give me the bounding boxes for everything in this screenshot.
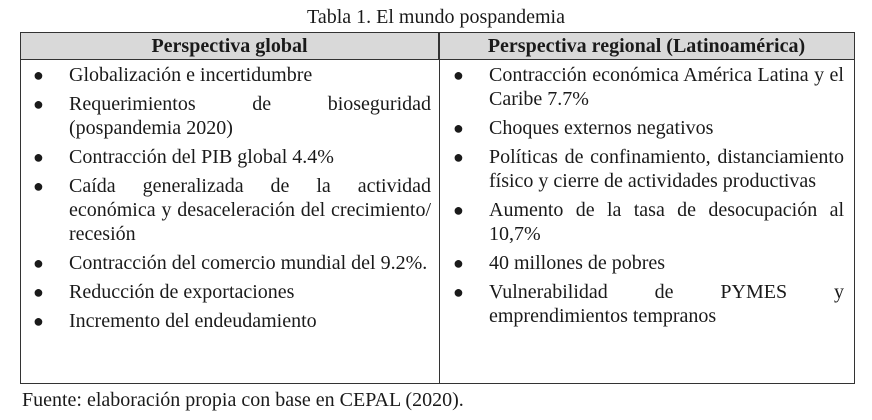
list-item-text: Reducción de exportaciones bbox=[69, 281, 295, 303]
list-item-text: Choques externos negativos bbox=[489, 117, 714, 139]
source-note: Fuente: elaboración propia con base en CEPAL (2020). bbox=[22, 389, 464, 411]
list-item bbox=[21, 309, 439, 333]
list-item-text: Contracción del comercio mundial del 9.2%. bbox=[69, 252, 428, 274]
bullet-icon: ● bbox=[33, 147, 44, 167]
header-global-perspective: Perspectiva global bbox=[21, 33, 439, 60]
bullet-icon: ● bbox=[33, 253, 44, 273]
list-item-text: Incremento del endeudamiento bbox=[69, 310, 317, 332]
list-item-text: Globalización e incertidumbre bbox=[69, 64, 313, 86]
list-item-text: Requerimientos de bioseguridad (pospandemia 2020) bbox=[69, 93, 431, 139]
list-item-text: Políticas de confinamiento, distanciamiento físico y cierre de actividades productivas bbox=[489, 146, 844, 192]
bullet-icon: ● bbox=[453, 118, 464, 138]
bullet-icon: ● bbox=[33, 65, 44, 85]
list-item bbox=[21, 174, 439, 246]
list-item-text: Vulnerabilidad de PYMES y emprendimientos tempranos bbox=[489, 281, 844, 327]
list-item bbox=[441, 198, 854, 246]
list-item bbox=[441, 251, 854, 275]
bullet-icon: ● bbox=[453, 147, 464, 167]
regional-perspective-list bbox=[441, 63, 854, 333]
bullet-icon: ● bbox=[453, 282, 464, 302]
column-divider bbox=[439, 33, 440, 383]
global-perspective-list bbox=[21, 63, 439, 338]
bullet-icon: ● bbox=[453, 253, 464, 273]
list-item-text: Contracción del PIB global 4.4% bbox=[69, 146, 334, 168]
list-item-text: Caída generalizada de la actividad económica y desaceleración del crecimiento/ recesión bbox=[69, 175, 431, 245]
bullet-icon: ● bbox=[453, 200, 464, 220]
list-item-text: Contracción económica América Latina y el Caribe 7.7% bbox=[489, 64, 844, 110]
list-item bbox=[441, 116, 854, 140]
bullet-icon: ● bbox=[33, 311, 44, 331]
list-item bbox=[441, 280, 854, 328]
list-item bbox=[441, 63, 854, 111]
bullet-icon: ● bbox=[453, 65, 464, 85]
bullet-icon: ● bbox=[33, 176, 44, 196]
header-regional-perspective: Perspectiva regional (Latinoamérica) bbox=[439, 33, 854, 60]
list-item bbox=[21, 92, 439, 140]
list-item bbox=[21, 145, 439, 169]
list-item bbox=[21, 63, 439, 87]
list-item bbox=[21, 251, 439, 275]
bullet-icon: ● bbox=[33, 282, 44, 302]
list-item-text: Aumento de la tasa de desocupación al 10,7% bbox=[489, 199, 844, 245]
postpandemic-table bbox=[20, 32, 855, 384]
list-item bbox=[21, 280, 439, 304]
list-item-text: 40 millones de pobres bbox=[489, 252, 666, 274]
table-caption: Tabla 1. El mundo pospandemia bbox=[307, 6, 565, 28]
list-item bbox=[441, 145, 854, 193]
bullet-icon: ● bbox=[33, 94, 44, 114]
